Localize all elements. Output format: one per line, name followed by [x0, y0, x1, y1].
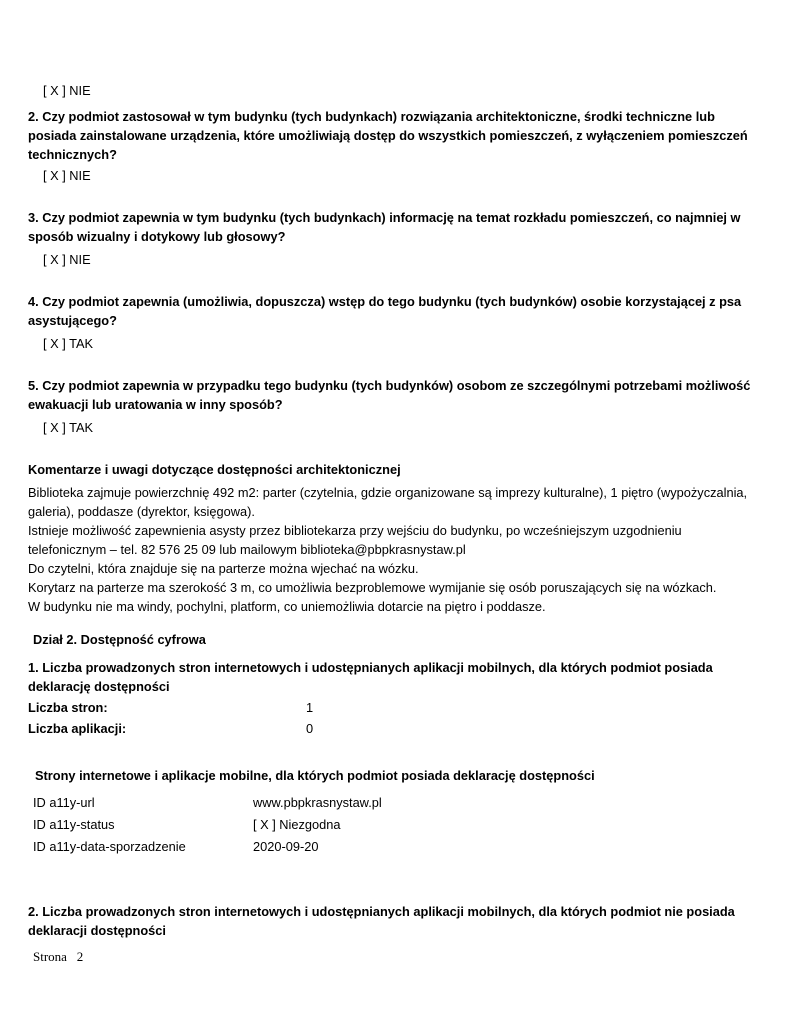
count-apps-value: 0 — [306, 721, 314, 736]
question-5-line-1: 5. Czy podmiot zapewnia w przypadku tego budynku (tych budynków) osobom ze szczególnymi potrzebami możliwość — [28, 378, 751, 393]
page-label: Strona — [33, 949, 67, 964]
comments-line-6: Korytarz na parterze ma szerokość 3 m, co umożliwia bezproblemowe wymijanie się osób poruszających się na wózkach. — [28, 580, 717, 595]
a11y-status-value: [ X ] Niezgodna — [253, 817, 341, 832]
comments-line-5: Do czytelni, która znajduje się na parterze można wjechać na wózku. — [28, 561, 419, 576]
answer-previous-question: [ X ] NIE — [43, 83, 91, 98]
page-footer — [33, 949, 83, 965]
question-2-line-3: technicznych? — [28, 147, 117, 162]
question-5-answer: [ X ] TAK — [43, 420, 94, 435]
a11y-date-label: ID a11y-data-sporzadzenie — [33, 839, 186, 854]
count-sites-value: 1 — [306, 700, 314, 715]
digital-question-1 — [28, 658, 713, 696]
question-4-line-1: 4. Czy podmiot zapewnia (umożliwia, dopuszcza) wstęp do tego budynku (tych budynków) osobie korzystającej z psa — [28, 294, 742, 309]
comments-line-4: telefonicznym – tel. 82 576 25 09 lub mailowym biblioteka@pbpkrasnystaw.pl — [28, 542, 466, 557]
page-number: 2 — [76, 949, 84, 964]
digital-question-1-line-1: 1. Liczba prowadzonych stron internetowych i udostępnianych aplikacji mobilnych, dla których podmiot posiada — [28, 660, 713, 675]
question-3-line-1: 3. Czy podmiot zapewnia w tym budynku (tych budynkach) informację na temat rozkładu pomieszczeń, co najmniej w — [28, 210, 741, 225]
question-3-line-2: sposób wizualny i dotykowy lub głosowy? — [28, 229, 286, 244]
question-2-line-2: posiada zainstalowane urządzenia, które umożliwiają dostęp do wszystkich pomieszczeń, z wyłączeniem pomieszczeń — [28, 128, 748, 143]
comments-heading: Komentarze i uwagi dotyczące dostępności architektonicznej — [28, 462, 401, 477]
question-3-answer: [ X ] NIE — [43, 252, 91, 267]
digital-question-2 — [28, 902, 735, 940]
digital-question-1-line-2: deklarację dostępności — [28, 679, 170, 694]
question-4 — [28, 292, 741, 330]
comments-line-7: W budynku nie ma windy, pochylni, platform, co uniemożliwia dotarcie na piętro i poddasze. — [28, 599, 546, 614]
count-sites-label: Liczba stron: — [28, 700, 108, 715]
digital-question-2-line-2: deklaracji dostępności — [28, 923, 166, 938]
question-2-answer: [ X ] NIE — [43, 168, 91, 183]
question-5-line-2: ewakuacji lub uratowania w inny sposób? — [28, 397, 283, 412]
a11y-date-value: 2020-09-20 — [253, 839, 319, 854]
digital-question-2-line-1: 2. Liczba prowadzonych stron internetowych i udostępnianych aplikacji mobilnych, dla których podmiot nie posiada — [28, 904, 735, 919]
comments-line-1: Biblioteka zajmuje powierzchnię 492 m2: parter (czytelnia, gdzie organizowane są imprezy kulturalne), 1 piętro (wypożyczalnia, — [28, 485, 748, 500]
declared-list-heading: Strony internetowe i aplikacje mobilne, dla których podmiot posiada deklarację dostępności — [35, 768, 595, 783]
a11y-status-label: ID a11y-status — [33, 817, 115, 832]
a11y-url-label: ID a11y-url — [33, 795, 95, 810]
question-4-answer: [ X ] TAK — [43, 336, 94, 351]
section-2-title: Dział 2. Dostępność cyfrowa — [33, 632, 206, 647]
question-2 — [28, 107, 748, 164]
question-3 — [28, 208, 741, 246]
a11y-url-value: www.pbpkrasnystaw.pl — [253, 795, 382, 810]
comments-line-2: galeria), poddasze (dyrektor, księgowa). — [28, 504, 255, 519]
comments-line-3: Istnieje możliwość zapewnienia asysty przez bibliotekarza przy wejściu do budynku, po wcześniejszym uzgodnieniu — [28, 523, 682, 538]
count-apps-label: Liczba aplikacji: — [28, 721, 127, 736]
question-5 — [28, 376, 750, 414]
comments-body — [28, 483, 747, 616]
question-4-line-2: asystującego? — [28, 313, 117, 328]
question-2-line-1: 2. Czy podmiot zastosował w tym budynku (tych budynkach) rozwiązania architektoniczne, środki techniczne lub — [28, 109, 715, 124]
